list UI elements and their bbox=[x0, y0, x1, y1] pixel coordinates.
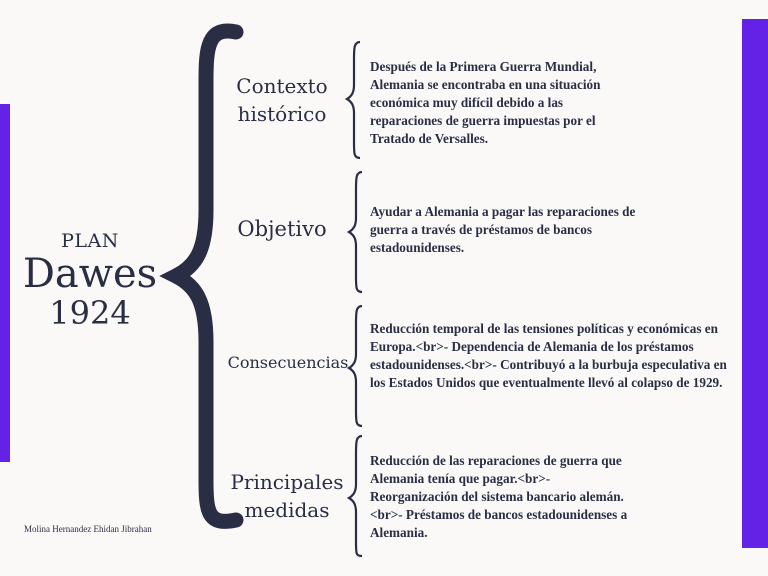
label-consequences bbox=[226, 352, 350, 374]
label-measures-line1: Principales bbox=[230, 470, 344, 494]
title-year: 1924 bbox=[49, 294, 131, 332]
sub-brace-consequences bbox=[349, 306, 362, 426]
author-credit: Molina Hernandez Ehidan Jibrahan bbox=[24, 524, 152, 534]
sub-brace-context bbox=[347, 42, 360, 158]
title-main: Dawes bbox=[22, 251, 158, 297]
text-context: Después de la Primera Guerra Mundial, Alemania se encontraba en una situación económica muy difícil debido a las reparaciones de guerra impuestas por el Tratado de Versalles. bbox=[370, 59, 601, 146]
sub-brace-objective bbox=[349, 172, 362, 292]
label-objective-line1: Objetivo bbox=[237, 217, 327, 241]
text-consequences: Reducción temporal de las tensiones políticas y económicas en Europa.<br>- Dependencia de Alemania de los préstamos estadounidenses.<br>- Contribuyó a la burbuja especulativa en los Estados Unidos que eventualmente llevó al colapso de 1929. bbox=[370, 321, 727, 390]
label-objective bbox=[222, 215, 342, 243]
label-consequences-line1: Consecuencias bbox=[227, 353, 349, 372]
label-context bbox=[222, 72, 342, 128]
text-objective: Ayudar a Alemania a pagar las reparaciones de guerra a través de préstamos de bancos estadounidenses. bbox=[370, 204, 636, 255]
label-measures bbox=[222, 468, 352, 524]
label-context-line1: Contexto bbox=[236, 74, 328, 98]
label-measures-line2: medidas bbox=[244, 498, 330, 522]
label-context-line2: histórico bbox=[237, 102, 327, 126]
text-measures: Reducción de las reparaciones de guerra que Alemania tenía que pagar.<br>- Reorganización del sistema bancario alemán.<br>- Préstamos de bancos estadounidenses a Alemania. bbox=[370, 453, 628, 540]
title-small: PLAN bbox=[61, 230, 119, 252]
